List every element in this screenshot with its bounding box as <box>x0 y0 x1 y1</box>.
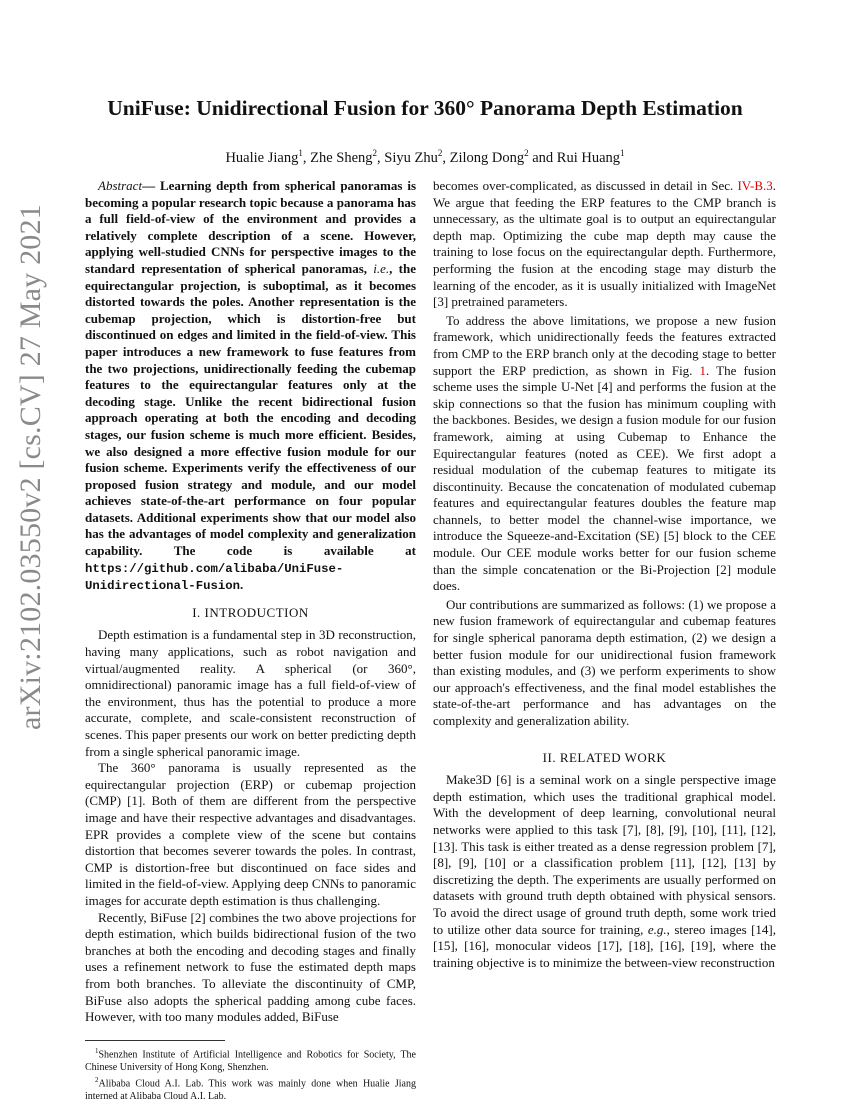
right-paragraph-1 <box>433 178 776 311</box>
footnote-text: Shenzhen Institute of Artificial Intelligence and Robotics for Society, The Chinese University of Hong Kong, Shenzhen. <box>85 1049 416 1073</box>
footnote-2 <box>85 1074 416 1103</box>
section-link[interactable]: IV-B.3 <box>737 178 773 193</box>
author-list <box>0 148 850 167</box>
arxiv-stamp: arXiv:2102.03550v2 [cs.CV] 27 May 2021 <box>14 204 47 730</box>
author-affiliation: 2 <box>372 148 378 158</box>
text-eg: e.g. <box>647 921 667 937</box>
author-affiliation: 2 <box>524 148 529 158</box>
author-name: Rui Huang <box>556 149 621 166</box>
footnote-mark: 2 <box>95 1076 99 1085</box>
author-separator: and <box>528 149 557 166</box>
author-affiliation: 2 <box>437 148 443 158</box>
right-paragraph-3: Our contributions are summarized as follows: (1) we propose a new fusion framework of equirectangular and cubemap features for single spherical panorama depth estimation, (2) we design a better fusion module for our unidirectional fusion framework than existing modules, and (3) we perform experiments to show our approach's effectiveness, and the final model establishes the state-of-the-art performance and has advantages on the complexity and generalization ability. <box>433 596 776 728</box>
author-separator: , <box>442 149 450 166</box>
right-paragraph-2 <box>433 313 776 595</box>
abstract-ie: i.e. <box>373 260 390 276</box>
right-column <box>433 178 776 971</box>
paper-title: UniFuse: Unidirectional Fusion for 360° Panorama Depth Estimation <box>107 96 743 120</box>
author-separator: , <box>377 149 385 166</box>
author-name: Hualie Jiang <box>225 149 299 166</box>
text: To address the above limitations, we propose a new fusion framework, which unidirectionally feeds the features extracted from CMP to the ERP branch only at the decoding stage to better support the ERP prediction, as shown in Fig. <box>433 312 776 378</box>
text: . The fusion scheme uses the simple U-Net [4] and performs the fusion at the skip connections so that the fusion has minimum coupling with the backbones. Besides, we design a fusion module for our fusion framework, aiming at using Cubemap to Enhance the Equirectangular features (noted as CEE). We first adopt a residual modulation of the cubemap features to mitigate its discontinuity. Because the concatenation of modulated cubemap features and equirectangular features doubles the feature map channels, to better model the channel-wise importance, we introduce the Squeeze-and-Excitation (SE) [5] block to the CEE module. Our CEE module works better for our fusion scheme than the simple concatenation or the Bi-Projection [2] module does. <box>433 362 776 594</box>
author-affiliation: 1 <box>620 148 625 158</box>
footnote-rule <box>85 1040 225 1041</box>
footnote-mark: 1 <box>95 1046 99 1055</box>
author-name: Zilong Dong <box>449 149 525 166</box>
abstract-text-2: , the equirectangular projection, is suboptimal, as it becomes distorted towards the poles. Another representation is the cubemap projection, which is distortion-free but discontinued on edges and limited in the field-of-view. This paper introduces a new framework to fuse features from the two projections, unidirectionally feeding the cubemap features to the equirectangular features only at the decoding stage. Unlike the recent bidirectional fusion approach operating at both the encoding and decoding stages, our fusion scheme is much more efficient. Besides, we also designed a more effective fusion module for our fusion scheme. Experiments verify the effectiveness of our proposed fusion strategy and module, and our model achieves state-of-the-art performance on four popular datasets. Additional experiments show that our model also has the advantages of model complexity and generalization capability. The code is available at <box>85 260 416 559</box>
text: Make3D [6] is a seminal work on a single perspective image depth estimation, which uses the traditional graphical model. With the development of deep learning, convolutional neural networks were applied to this task [7], [8], [9], [10], [11], [12], [13]. This task is either treated as a dense regression problem [7], [8], [9], [10] or a classification problem [11], [12], [13] by discretizing the depth. The experiments are usually performed on datasets with ground truth depth obtained with physical sensors. To avoid the direct usage of ground truth depth, some work tried to utilize other data source for training, <box>433 772 776 937</box>
author-affiliation: 1 <box>298 148 303 158</box>
intro-paragraph-2: The 360° panorama is usually represented as the equirectangular projection (ERP) or cubemap projection (CMP) [1]. Both of them are different from the perspective image and have their respective advantages and disadvantages. EPR provides a complete view of the scene but contains distortion that becomes severer towards the poles. In contrast, CMP is distortion-free but discontinued on face sides and limited in the field-of-view. Applying deep CNNs to panoramic images for accurate depth estimation is thus challenging. <box>85 760 416 908</box>
figure-link[interactable]: 1 <box>699 362 707 378</box>
intro-paragraph-3: Recently, BiFuse [2] combines the two above projections for depth estimation, which builds bidirectional fusion of the two branches at both the encoding and decoding stages and finally uses a refinement network to fuse the estimated depth maps from both branches. To alleviate the discontinuity of CMP, BiFuse also adopts the spherical padding among cube faces. However, with too many modules added, BiFuse <box>85 909 416 1025</box>
text: . We argue that feeding the ERP features to the CMP branch is unnecessary, as the ultimate goal is to output an equirectangular depth map. Optimizing the cube map depth may cause the training to lose focus on the equirectangular depth. Furthermore, performing the fusion at the encoding stage may disturb the learning of the encoder, as it is usually initialized with ImageNet [3] pretrained parameters. <box>433 178 776 310</box>
section-heading-related-work: II. RELATED WORK <box>542 749 667 765</box>
abstract-label: Abstract <box>98 178 143 193</box>
author-name: Zhe Sheng <box>310 149 373 166</box>
section-heading-introduction: I. INTRODUCTION <box>192 604 309 620</box>
intro-paragraph-1: Depth estimation is a fundamental step in 3D reconstruction, having many applications, such as robot navigation and virtual/augmented reality. A spherical (or 360°, omnidirectional) panoramic image has a full field-of-view of the environment, thus has the potential to produce a more accurate, complete, and scale-consistent reconstruction of scenes. This paper presents our work on better predicting depth from a single spherical panoramic image. <box>85 627 416 759</box>
code-link[interactable]: https://github.com/alibaba/UniFuse-Unidirectional-Fusion <box>85 561 344 594</box>
abstract <box>85 178 416 595</box>
footnotes <box>85 1040 416 1103</box>
footnote-text: Alibaba Cloud A.I. Lab. This work was mainly done when Hualie Jiang interned at Alibaba Cloud A.I. Lab. <box>85 1078 416 1102</box>
author-name: Siyu Zhu <box>384 149 438 166</box>
footnote-1 <box>85 1045 416 1074</box>
abstract-text: Learning depth from spherical panoramas is becoming a popular research topic because a panorama has a full field-of-view of the environment and provides a relatively complete description of a scene. However, applying well-studied CNNs for perspective images to the standard representation of spherical panoramas, <box>85 178 417 276</box>
related-work-paragraph <box>433 772 776 971</box>
abstract-dash: — <box>142 178 160 193</box>
abstract-end: . <box>239 577 244 593</box>
author-separator: , <box>302 149 311 166</box>
text: , stereo images [14], [15], [16], monocular videos [17], [18], [16], [19], where the training objective is to minimize the between-view reconstruction <box>433 921 776 970</box>
text: becomes over-complicated, as discussed in detail in Sec. <box>433 178 738 193</box>
left-column <box>85 178 416 1103</box>
